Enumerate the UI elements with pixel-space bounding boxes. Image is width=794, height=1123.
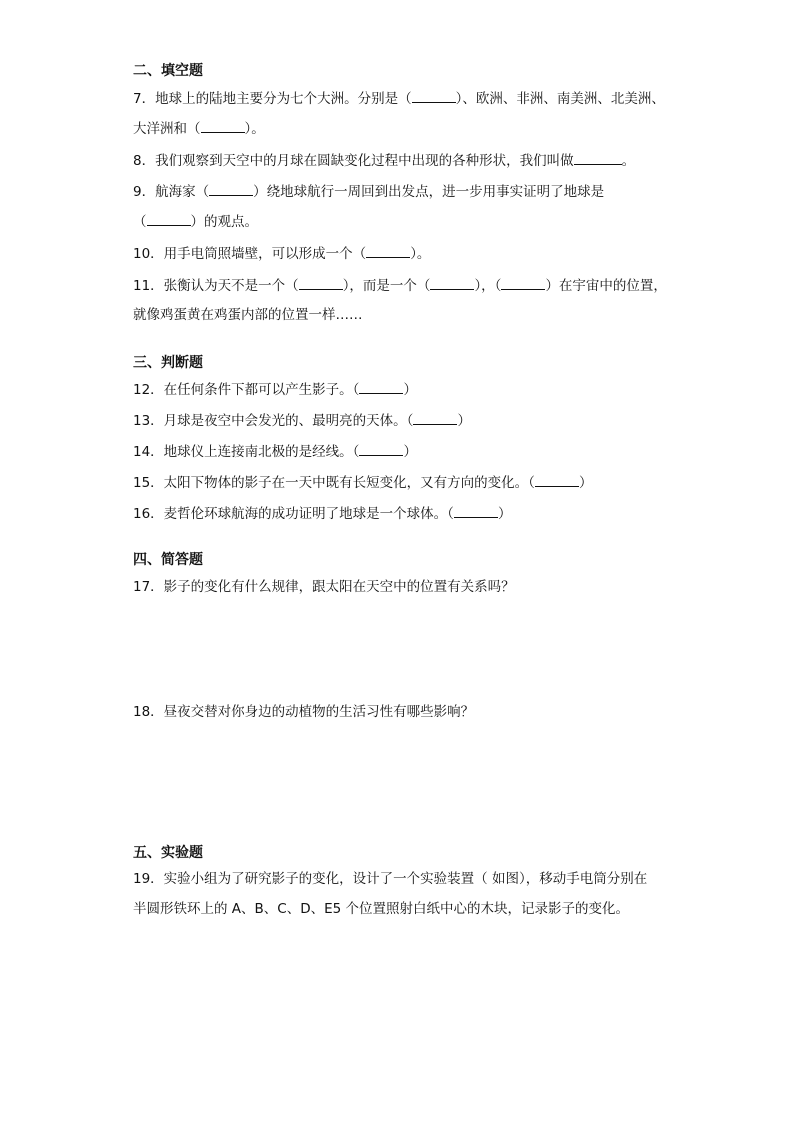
- q9-text-c: （: [133, 214, 147, 230]
- q11-blank-1[interactable]: [299, 275, 343, 290]
- q11-text-c: ），（: [474, 278, 502, 294]
- q12-text-a: 12．在任何条件下都可以产生影子。（: [133, 382, 360, 398]
- q11-text-d: ）在宇宙中的位置，: [545, 278, 667, 294]
- question-9-line-1: [133, 181, 604, 202]
- q8-blank[interactable]: [574, 150, 622, 165]
- q9-text-a: 9．航海家（: [133, 184, 210, 200]
- q13-text-b: ）: [457, 413, 471, 429]
- question-16: [133, 503, 511, 524]
- question-8: [133, 150, 635, 171]
- question-7-line-1: [133, 88, 665, 109]
- question-18: 18．昼夜交替对你身边的动植物的生活习性有哪些影响？: [133, 704, 475, 720]
- q14-text-b: ）: [403, 444, 417, 460]
- q16-text-a: 16．麦哲伦环球航海的成功证明了地球是一个球体。（: [133, 506, 454, 522]
- q9-blank-1[interactable]: [209, 181, 253, 196]
- q16-text-b: ）: [497, 506, 512, 522]
- q14-text-a: 14．地球仪上连接南北极的是经线。（: [133, 444, 360, 460]
- q7-blank-1[interactable]: [412, 88, 456, 103]
- q13-text-a: 13．月球是夜空中会发光的、最明亮的天体。（: [133, 413, 414, 429]
- q11-text-b: ），而是一个（: [342, 278, 431, 294]
- q8-text-a: 8．我们观察到天空中的月球在圆缺变化过程中出现的各种形状，我们叫做: [133, 153, 574, 169]
- q11-text-a: 11．张衡认为天不是一个（: [133, 278, 299, 294]
- question-10: [133, 243, 430, 264]
- question-9-line-2: [133, 211, 258, 232]
- question-14: [133, 441, 417, 462]
- q15-text-b: ）: [578, 475, 593, 491]
- question-19-line-1: 19．实验小组为了研究影子的变化，设计了一个实验装置（ 如图），移动手电筒分别在: [133, 871, 648, 887]
- question-7-line-2: [133, 118, 265, 139]
- question-11-line-1: [133, 275, 667, 296]
- section-short-answer-title: 四、简答题: [133, 552, 203, 568]
- q9-text-d: ）的观点。: [190, 214, 258, 230]
- q16-blank[interactable]: [454, 503, 498, 518]
- section-fill-in-title: 二、填空题: [133, 63, 203, 79]
- section-judgement-title: 三、判断题: [133, 355, 203, 371]
- q7-text-d: ）。: [244, 121, 265, 137]
- q11-blank-3[interactable]: [501, 275, 545, 290]
- question-19-line-2: 半圆形铁环上的 A、B、C、D、E5 个位置照射白纸中心的木块，记录影子的变化。: [133, 901, 630, 917]
- q14-blank[interactable]: [359, 441, 403, 456]
- question-11-line-2: 就像鸡蛋黄在鸡蛋内部的位置一样……: [133, 307, 363, 323]
- q9-blank-2[interactable]: [147, 211, 191, 226]
- section-experiment-title: 五、实验题: [133, 845, 203, 861]
- q10-blank[interactable]: [366, 243, 410, 258]
- question-15: [133, 472, 592, 493]
- q7-blank-2[interactable]: [201, 118, 245, 133]
- question-17: 17．影子的变化有什么规律，跟太阳在天空中的位置有关系吗？: [133, 579, 515, 595]
- question-13: [133, 410, 471, 431]
- q8-text-b: 。: [621, 153, 636, 169]
- q10-text-b: ）。: [410, 246, 431, 262]
- q13-blank[interactable]: [413, 410, 457, 425]
- q7-text-a: 7．地球上的陆地主要分为七个大洲。分别是（: [133, 91, 412, 107]
- q11-blank-2[interactable]: [430, 275, 474, 290]
- q7-text-c: 大洋洲和（: [133, 121, 201, 137]
- q7-text-b: ）、欧洲、非洲、南美洲、北美洲、: [455, 91, 665, 107]
- q12-blank[interactable]: [359, 379, 403, 394]
- q9-text-b: ）绕地球航行一周回到出发点，进一步用事实证明了地球是: [253, 184, 605, 200]
- q12-text-b: ）: [403, 382, 417, 398]
- q10-text-a: 10．用手电筒照墙壁，可以形成一个（: [133, 246, 367, 262]
- q15-text-a: 15．太阳下物体的影子在一天中既有长短变化，又有方向的变化。（: [133, 475, 535, 491]
- q15-blank[interactable]: [535, 472, 579, 487]
- question-12: [133, 379, 417, 400]
